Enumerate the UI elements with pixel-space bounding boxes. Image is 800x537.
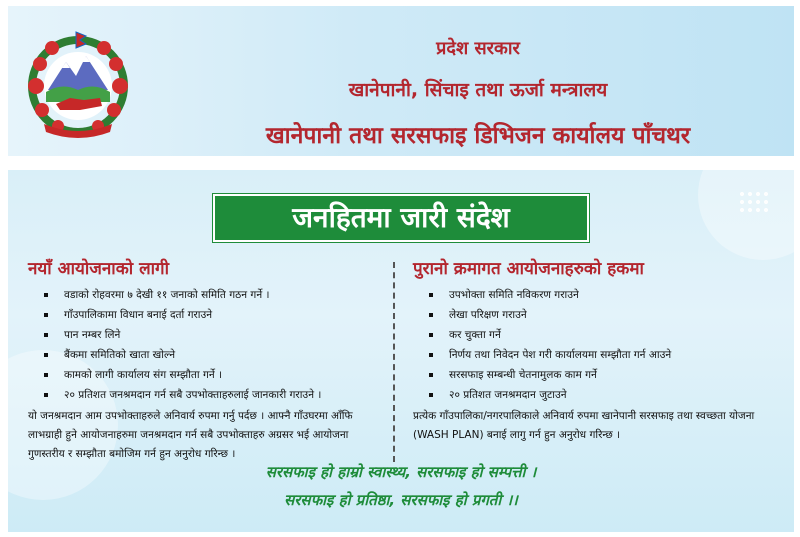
- notice-title-banner: जनहितमा जारी संदेश: [213, 194, 589, 242]
- notice-panel: [8, 170, 794, 532]
- list-item: [449, 345, 783, 365]
- bullet-icon: [429, 313, 433, 317]
- bullet-icon: [44, 333, 48, 337]
- list-item: [449, 385, 783, 405]
- header-ministry-label: खानेपानी, सिंचाइ तथा ऊर्जा मन्त्रालय: [348, 79, 608, 101]
- list-item: [64, 285, 383, 305]
- header-office-title: खानेपानी तथा सरसफाइ डिभिजन कार्यालय पाँचथर: [265, 123, 691, 149]
- list-item: [449, 285, 783, 305]
- header-band: [8, 6, 794, 156]
- list-item-text: पान नम्बर लिने: [64, 329, 121, 341]
- slogan-line-1: सरसफाइ हो हाम्रो स्वास्थ्य, सरसफाइ हो सम्पत्ती ।: [265, 463, 537, 481]
- list-item-text: वडाको रोहवरमा ७ देखी ११ जनाको समिति गठन गर्ने ।: [64, 289, 270, 301]
- list-item: [449, 365, 783, 385]
- bullet-icon: [429, 333, 433, 337]
- list-item-text: गाँउपालिकामा विधान बनाई दर्ता गराउने: [64, 309, 213, 321]
- ongoing-projects-column: [413, 256, 783, 445]
- ongoing-projects-paragraph: प्रत्येक गाँउपालिका/नगरपालिकाले अनिवार्य रुपमा खानेपानी सरसफाइ तथा स्वच्छता योजना (WASH PLAN) बनाई लागु गर्न हुन अनुरोध गरिन्छ ।: [413, 410, 755, 441]
- new-projects-column: [28, 256, 383, 464]
- list-item: [64, 325, 383, 345]
- list-item-text: उपभोक्ता समिति नविकरण गराउने: [449, 289, 579, 301]
- list-item-text: बैंकमा समितिको खाता खोल्ने: [64, 349, 176, 361]
- list-item: [64, 365, 383, 385]
- list-item-text: लेखा परिक्षण गराउने: [449, 309, 527, 321]
- new-projects-paragraph: यो जनश्रमदान आम उपभोक्ताहरुले अनिवार्य रुपमा गर्नु पर्दछ । आफ्नै गाँउघरमा आँफि लाभग्राही हुने आयोजनाहरुमा जनश्रमदान गर्न सबै उपभोक्ताहरु अग्रसर भई आयोजना गुणस्तरीय र सम्झौता बमोजिम गर्न हुन अनुरोध गरिन्छ ।: [28, 410, 353, 460]
- bullet-icon: [44, 313, 48, 317]
- column-divider: [393, 262, 395, 462]
- bullet-icon: [44, 373, 48, 377]
- list-item: [64, 305, 383, 325]
- bullet-icon: [44, 293, 48, 297]
- slogan-line-2: सरसफाइ हो प्रतिष्ठा, सरसफाइ हो प्रगती ।।: [284, 491, 518, 509]
- new-projects-list: [28, 285, 383, 405]
- list-item-text: सरसफाइ सम्बन्धी चेतनामुलक काम गर्ने: [449, 369, 597, 381]
- bullet-icon: [429, 293, 433, 297]
- ongoing-projects-heading: पुरानो क्रमागत आयोजनाहरुको हकमा: [413, 259, 644, 279]
- list-item: [449, 325, 783, 345]
- decorative-dots: [738, 190, 772, 216]
- list-item: [449, 305, 783, 325]
- list-item-text: २० प्रतिशत जनश्रमदान जुटाउने: [449, 389, 567, 401]
- ongoing-projects-list: [413, 285, 783, 405]
- list-item-text: निर्णय तथा निवेदन पेश गरी कार्यालयमा सम्झौता गर्न आउने: [449, 349, 672, 361]
- list-item: [64, 345, 383, 365]
- bullet-icon: [44, 393, 48, 397]
- list-item: [64, 385, 383, 405]
- header-government-label: प्रदेश सरकार: [436, 38, 520, 59]
- list-item-text: कर चुक्ता गर्ने: [449, 329, 501, 341]
- list-item-text: कामको लागी कार्यालय संग सम्झौता गर्ने ।: [64, 369, 223, 381]
- list-item-text: २० प्रतिशत जनश्रमदान गर्न सबै उपभोक्ताहरुलाई जानकारी गराउने ।: [64, 389, 322, 401]
- new-projects-heading: नयाँ आयोजनाको लागी: [28, 259, 169, 279]
- bullet-icon: [429, 373, 433, 377]
- bullet-icon: [429, 393, 433, 397]
- bullet-icon: [429, 353, 433, 357]
- bullet-icon: [44, 353, 48, 357]
